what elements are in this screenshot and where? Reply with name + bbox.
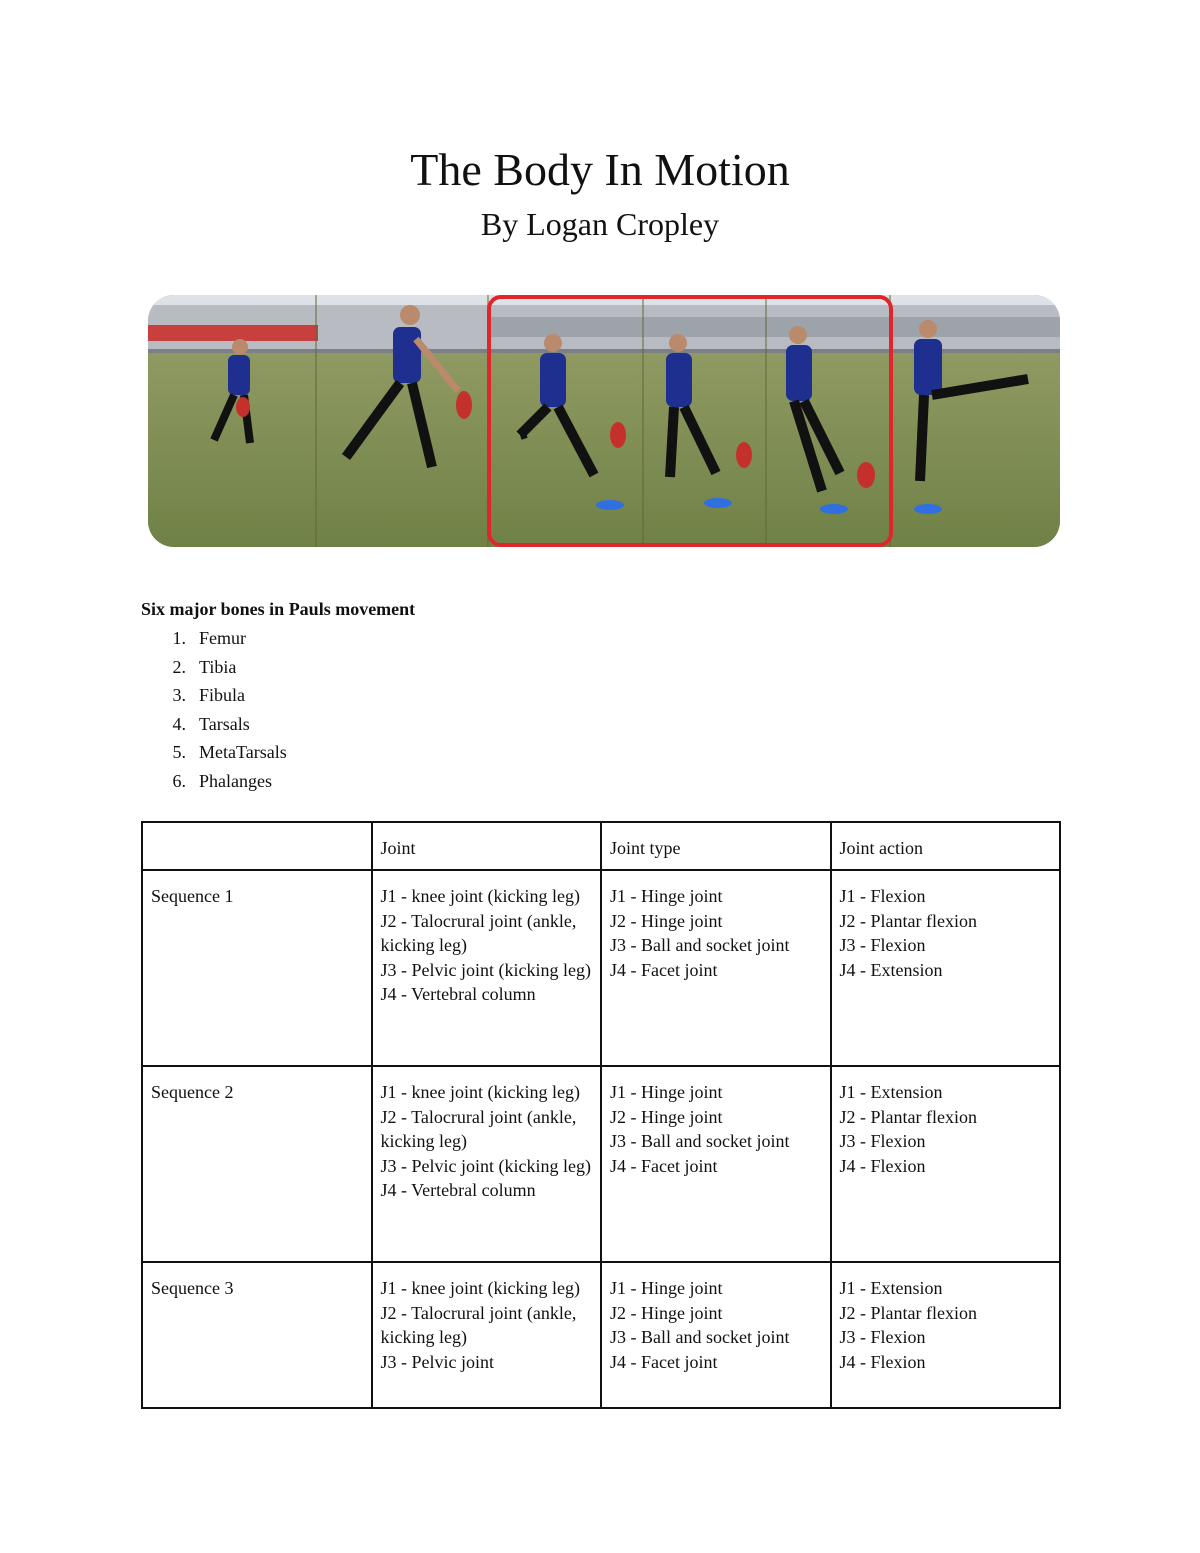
joint-line: J2 - Talocrural joint (ankle, kicking leg) [380, 910, 581, 956]
bones-list [141, 624, 287, 795]
joint-type-line: J1 - Hinge joint [610, 886, 723, 906]
bone-item-label: Fibula [199, 685, 246, 705]
joint-type-line: J2 - Hinge joint [610, 1302, 723, 1323]
joint-action-line: J3 - Flexion [839, 1131, 926, 1152]
bone-item [141, 624, 287, 653]
sequence-cell: Sequence 2 [142, 1066, 372, 1262]
bone-item-label: Phalanges [199, 770, 272, 791]
bone-item-number: 4. [172, 713, 186, 734]
kick-sequence-illustration [148, 295, 1060, 547]
header-cell-blank [142, 822, 372, 870]
joint-action-line: J2 - Plantar flexion [839, 1106, 977, 1127]
joint-line: J3 - Pelvic joint (kicking leg) [380, 959, 591, 980]
table-row [142, 1066, 1060, 1262]
joint-line: J2 - Talocrural joint (ankle, kicking leg) [380, 1106, 581, 1152]
bone-item [141, 767, 287, 796]
joint-action-line: J3 - Flexion [839, 1327, 926, 1348]
joint-type-line: J1 - Hinge joint [610, 1082, 723, 1102]
sequence-cell: Sequence 1 [142, 870, 372, 1066]
joint-cell [372, 1066, 602, 1262]
bone-item [141, 738, 287, 767]
joint-type-cell [601, 1262, 831, 1408]
joint-type-cell [601, 1066, 831, 1262]
bone-item-label: MetaTarsals [199, 742, 287, 762]
joint-line: J4 - Vertebral column [380, 1180, 536, 1201]
header-cell-joint-type: Joint type [601, 822, 831, 870]
joints-table [141, 821, 1061, 1409]
bone-item [141, 710, 287, 739]
header-cell-joint: Joint [372, 822, 602, 870]
joint-action-line: J1 - Extension [839, 1278, 943, 1298]
kick-sequence-photo-strip [148, 295, 1060, 547]
bone-item-number: 1. [172, 628, 186, 648]
joint-line: J1 - knee joint (kicking leg) [380, 1082, 580, 1102]
joint-type-line: J3 - Ball and socket joint [610, 1327, 790, 1348]
joint-line: J3 - Pelvic joint [380, 1351, 494, 1372]
joint-line: J1 - knee joint (kicking leg) [380, 1278, 580, 1298]
bone-item-number: 3. [172, 685, 186, 705]
joint-action-line: J2 - Plantar flexion [839, 1302, 977, 1323]
bone-item-number: 5. [172, 742, 186, 762]
joint-line: J2 - Talocrural joint (ankle, kicking leg) [380, 1302, 581, 1348]
bone-item [141, 681, 287, 710]
bone-item [141, 653, 287, 682]
joint-action-line: J1 - Extension [839, 1082, 943, 1102]
table-row [142, 1262, 1060, 1408]
joint-action-line: J4 - Flexion [839, 1351, 926, 1372]
joint-type-line: J4 - Facet joint [610, 1155, 718, 1176]
table-header-row [142, 822, 1060, 870]
document-title: The Body In Motion [410, 144, 790, 195]
bone-item-label: Femur [199, 628, 246, 648]
document-author: By Logan Cropley [480, 206, 720, 242]
joint-type-line: J2 - Hinge joint [610, 1106, 723, 1127]
joint-action-cell [831, 870, 1061, 1066]
bone-item-number: 6. [172, 770, 186, 791]
bone-item-number: 2. [172, 656, 186, 677]
joint-action-line: J4 - Extension [839, 959, 943, 980]
joint-action-cell [831, 1262, 1061, 1408]
joint-type-line: J1 - Hinge joint [610, 1278, 723, 1298]
header-cell-joint-action: Joint action [831, 822, 1061, 870]
joint-type-line: J4 - Facet joint [610, 1351, 718, 1372]
table-row [142, 870, 1060, 1066]
joint-type-cell [601, 870, 831, 1066]
joint-cell [372, 870, 602, 1066]
joint-line: J1 - knee joint (kicking leg) [380, 886, 580, 906]
bone-item-label: Tibia [199, 656, 237, 677]
joint-action-cell [831, 1066, 1061, 1262]
joint-cell [372, 1262, 602, 1408]
bone-item-label: Tarsals [199, 713, 250, 734]
joint-line: J3 - Pelvic joint (kicking leg) [380, 1155, 591, 1176]
joint-action-line: J3 - Flexion [839, 935, 926, 956]
sequence-cell: Sequence 3 [142, 1262, 372, 1408]
joint-action-line: J4 - Flexion [839, 1155, 926, 1176]
joint-line: J4 - Vertebral column [380, 984, 536, 1005]
joint-action-line: J2 - Plantar flexion [839, 910, 977, 931]
bones-heading: Six major bones in Pauls movement [141, 599, 416, 619]
joint-type-line: J3 - Ball and socket joint [610, 935, 790, 956]
joint-type-line: J2 - Hinge joint [610, 910, 723, 931]
joint-type-line: J4 - Facet joint [610, 959, 718, 980]
joint-action-line: J1 - Flexion [839, 886, 926, 906]
joint-type-line: J3 - Ball and socket joint [610, 1131, 790, 1152]
